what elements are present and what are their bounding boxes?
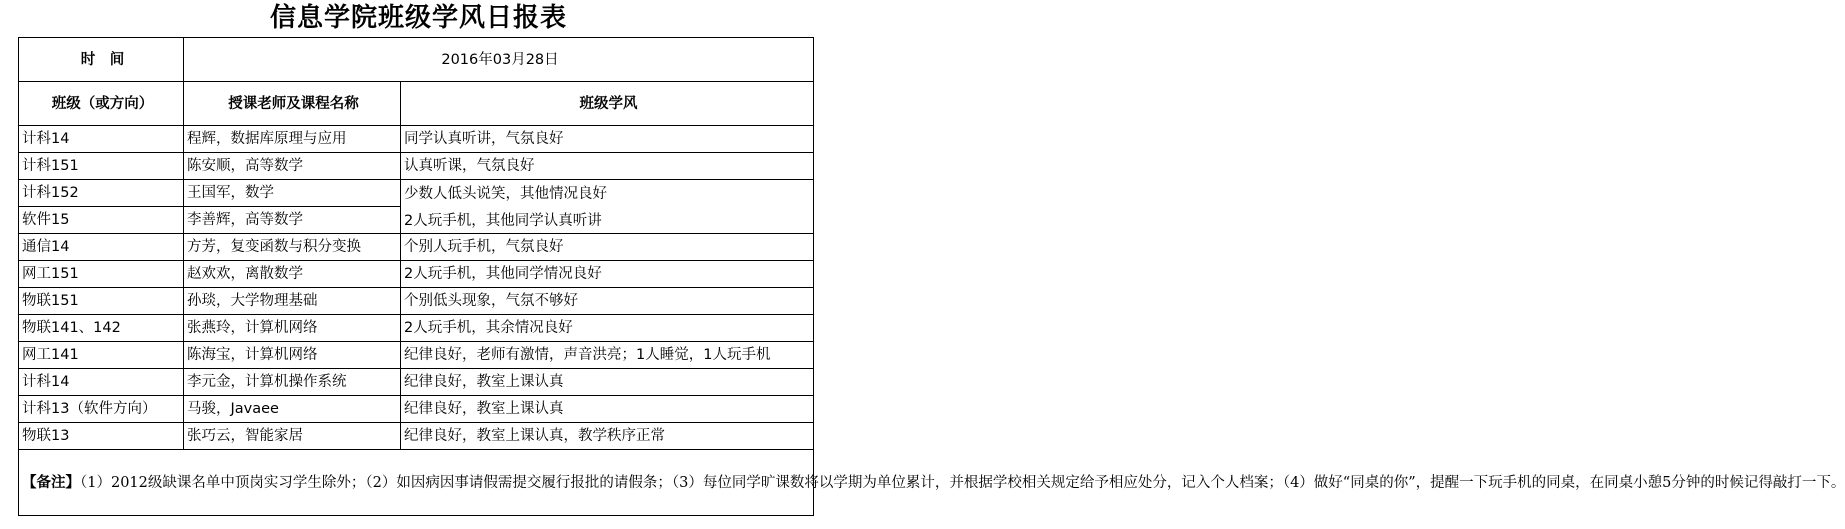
class-cell: 计科151 [19,153,184,180]
teacher-cell: 马骏，Javaee [184,396,401,423]
note-row [19,450,814,516]
teacher-cell: 李善辉，高等数学 [184,207,401,234]
class-cell: 计科14 [19,126,184,153]
teacher-cell: 赵欢欢，离散数学 [184,261,401,288]
table-row [19,180,814,207]
style-cell: 2人玩手机，其他同学情况良好 [401,261,814,288]
column-header-teacher: 授课老师及课程名称 [184,82,401,126]
teacher-cell: 方芳，复变函数与积分变换 [184,234,401,261]
table-row [19,423,814,450]
teacher-cell: 张燕玲，计算机网络 [184,315,401,342]
table-row [19,396,814,423]
style-cell: 纪律良好，教室上课认真 [401,396,814,423]
class-cell: 物联13 [19,423,184,450]
table-row [19,369,814,396]
style-text: 少数人低头说笑，其他情况良好 [404,185,607,202]
teacher-cell: 陈海宝，计算机网络 [184,342,401,369]
column-header-style: 班级学风 [401,82,814,126]
column-header-row [19,82,814,126]
time-row [19,38,814,82]
style-cell: 纪律良好，老师有激情，声音洪亮；1人睡觉，1人玩手机 [401,342,814,369]
table-row [19,315,814,342]
table-row [19,126,814,153]
table-row [19,342,814,369]
time-label: 时 间 [19,38,184,82]
teacher-cell: 孙琰，大学物理基础 [184,288,401,315]
table-row [19,153,814,180]
note-cell [19,450,1845,516]
table-row [19,261,814,288]
class-cell: 通信14 [19,234,184,261]
style-cell: 纪律良好，教室上课认真 [401,369,814,396]
note-text: （1）2012级缺课名单中顶岗实习学生除外；（2）如因病因事请假需提交履行报批的请假条；（3）每位同学旷课数将以学期为单位累计，并根据学校相关规定给予相应处分，记入个人档案；（4）做好“同桌的你”，提醒一下玩手机的同桌，在同桌小憩5分钟的时候记得敲打一下。 [80,474,1845,491]
teacher-cell: 程辉，数据库原理与应用 [184,126,401,153]
style-cell: 同学认真听讲，气氛良好 [401,126,814,153]
class-cell: 网工141 [19,342,184,369]
style-cell: 认真听课，气氛良好 [401,153,814,180]
report-table [18,37,1845,516]
note-tag: 【备注】 [22,473,80,491]
style-cell: 个别人玩手机，气氛良好 [401,234,814,261]
style-cell-merged [401,180,814,234]
class-cell: 计科13（软件方向） [19,396,184,423]
class-cell: 物联141、142 [19,315,184,342]
table-row [19,288,814,315]
style-cell: 个别低头现象，气氛不够好 [401,288,814,315]
column-header-class: 班级（或方向） [19,82,184,126]
style-cell: 纪律良好，教室上课认真，教学秩序正常 [401,423,814,450]
style-text: 2人玩手机，其他同学认真听讲 [404,212,602,229]
class-cell: 网工151 [19,261,184,288]
class-cell: 计科14 [19,369,184,396]
class-cell: 物联151 [19,288,184,315]
report-title: 信息学院班级学风日报表 [269,3,567,33]
teacher-cell: 王国军，数学 [184,180,401,207]
teacher-cell: 陈安顺，高等数学 [184,153,401,180]
style-cell: 2人玩手机，其余情况良好 [401,315,814,342]
teacher-cell: 李元金，计算机操作系统 [184,369,401,396]
class-cell: 软件15 [19,207,184,234]
class-cell: 计科152 [19,180,184,207]
teacher-cell: 张巧云，智能家居 [184,423,401,450]
table-row [19,234,814,261]
report-date: 2016年03月28日 [184,38,814,82]
